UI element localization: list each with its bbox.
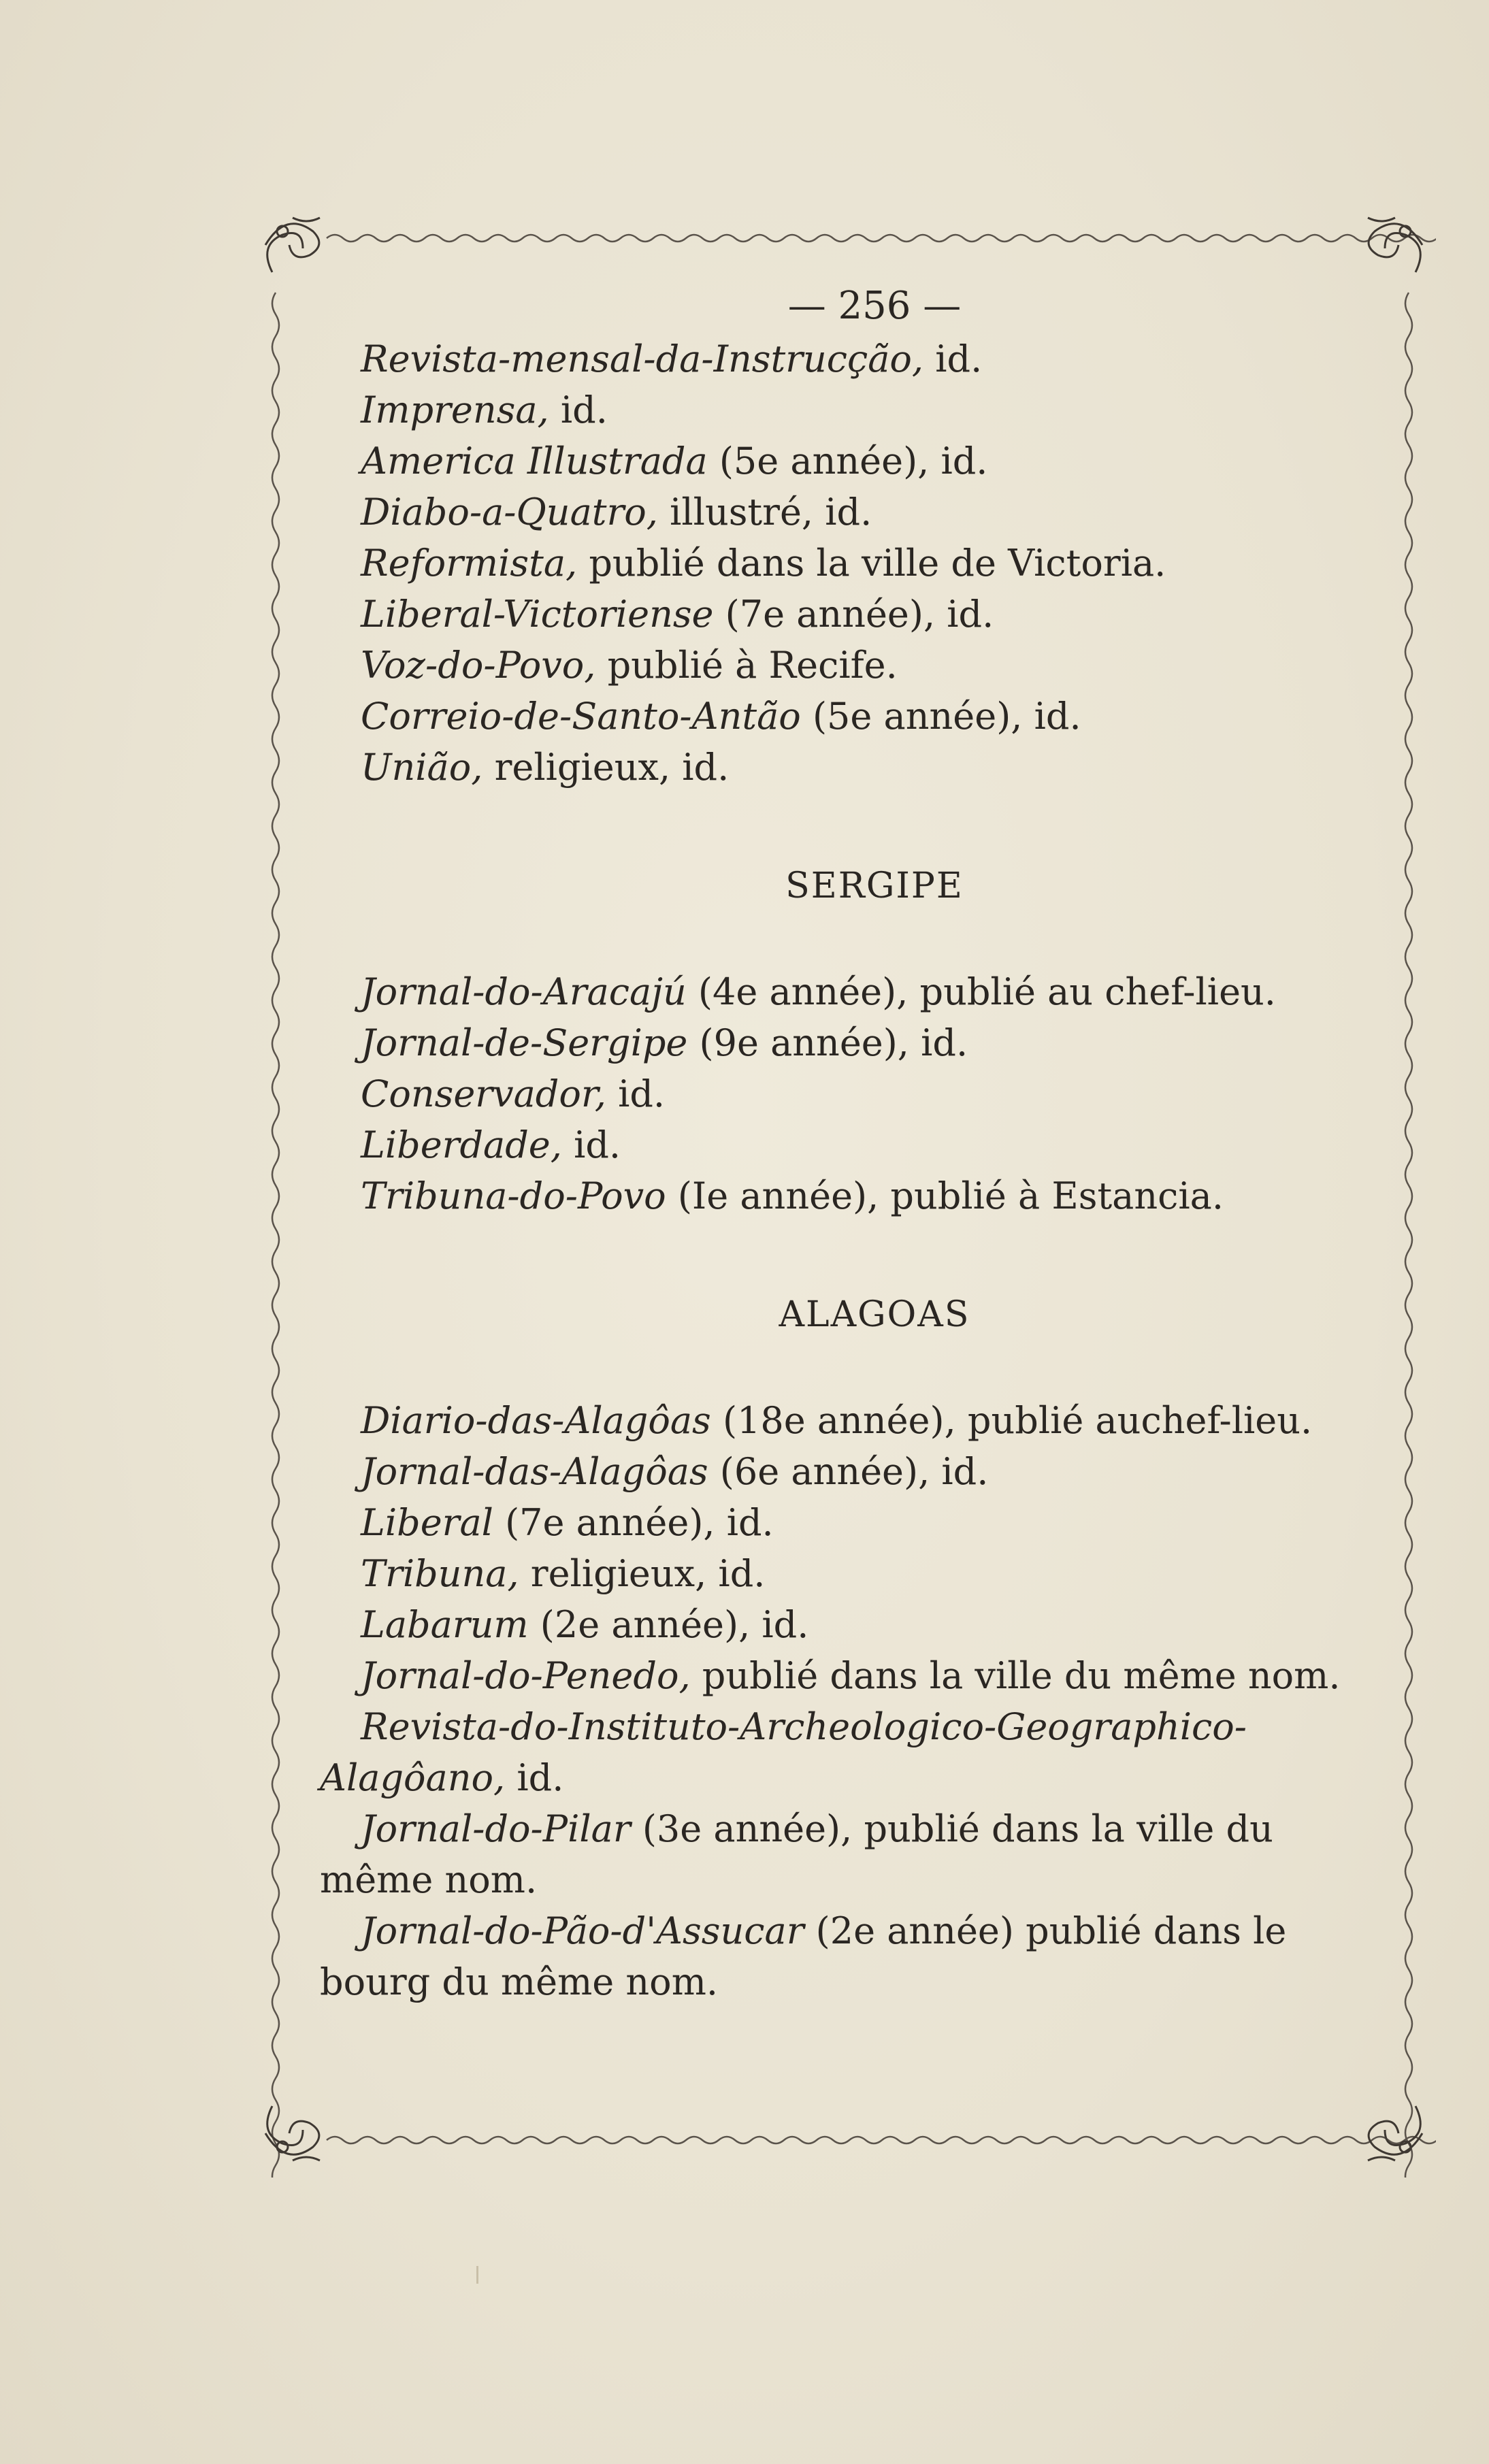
section-heading-sergipe: SERGIPE <box>785 866 964 906</box>
publication-title: Jornal-do-Pilar <box>361 1807 631 1850</box>
publication-title: Tribuna, <box>361 1552 519 1595</box>
list-item <box>320 1548 1368 1599</box>
list-item <box>320 1170 1368 1221</box>
page-number: — 256 — <box>787 284 962 328</box>
publication-title: Liberal <box>361 1501 493 1544</box>
list-item <box>320 640 1368 691</box>
list-item <box>320 1017 1368 1068</box>
publication-title: Reformista, <box>361 542 578 585</box>
publication-title: Revista-do-Instituto-Archeologico-Geographico-Alagôano, <box>320 1705 1247 1799</box>
publication-title: America Illustrada <box>361 440 708 482</box>
publication-details: (5e année), id. <box>707 440 988 482</box>
publication-title: Labarum <box>361 1603 529 1646</box>
list-item <box>320 1068 1368 1119</box>
section-alagoas <box>320 1395 1368 2007</box>
publication-details: publié dans la ville du même nom. <box>690 1654 1341 1697</box>
publication-details: (2e année) publié dans le bourg du même nom. <box>320 1909 1287 2003</box>
publication-title: Jornal-do-Aracajú <box>361 970 687 1013</box>
list-item <box>320 1446 1368 1497</box>
list-item <box>320 487 1368 538</box>
list-item <box>320 1803 1354 1905</box>
publication-details: (18e année), publié auchef-lieu. <box>710 1399 1313 1442</box>
corner-ornament-top-left-icon <box>265 218 320 272</box>
publication-details: (5e année), id. <box>800 695 1081 738</box>
publication-title: Tribuna-do-Povo <box>361 1174 666 1217</box>
left-wavy-rule <box>272 293 279 2178</box>
list-item <box>320 1395 1368 1446</box>
publication-title: Diario-das-Alagôas <box>361 1399 711 1442</box>
publication-title: Jornal-do-Penedo, <box>361 1654 691 1697</box>
spacer <box>320 793 1368 861</box>
spacer <box>320 1341 1368 1395</box>
publication-title: União, <box>361 746 483 789</box>
list-item <box>320 333 1368 384</box>
publication-details: illustré, id. <box>657 491 872 533</box>
list-item <box>320 1119 1368 1170</box>
publication-title: Conservador, <box>361 1072 606 1115</box>
publication-title: Imprensa, <box>361 389 549 431</box>
list-item <box>320 1701 1354 1803</box>
publication-title: Voz-do-Povo, <box>361 644 596 687</box>
publication-details: (7e année), id. <box>713 593 994 636</box>
publication-details: religieux, id. <box>482 746 730 789</box>
list-item <box>320 384 1368 436</box>
list-item <box>320 589 1368 640</box>
page-content <box>320 279 1368 2007</box>
publication-details: (6e année), id. <box>708 1450 989 1493</box>
publication-details: id. <box>505 1756 564 1799</box>
list-item <box>320 691 1368 742</box>
paper-blemish <box>476 2266 478 2284</box>
publication-details: (Ie année), publié à Estancia. <box>666 1174 1224 1217</box>
section-heading-alagoas: ALAGOAS <box>779 1294 970 1335</box>
publication-title: Liberal-Victoriense <box>361 593 714 636</box>
right-wavy-rule <box>1405 293 1412 2178</box>
publication-details: publié à Recife. <box>595 644 898 687</box>
spacer <box>320 1221 1368 1290</box>
publication-details: id. <box>606 1072 666 1115</box>
section-sergipe <box>320 966 1368 1221</box>
list-item <box>320 436 1368 487</box>
publication-details: id. <box>923 338 983 380</box>
publication-details: religieux, id. <box>519 1552 766 1595</box>
publication-title: Revista-mensal-da-Instrucção, <box>361 338 924 380</box>
publication-details: (7e année), id. <box>493 1501 774 1544</box>
publication-details: id. <box>549 389 608 431</box>
corner-ornament-top-right-icon <box>1368 218 1422 272</box>
publication-title: Jornal-das-Alagôas <box>361 1450 708 1493</box>
top-wavy-rule <box>327 235 1436 242</box>
spacer <box>320 912 1368 966</box>
publication-title: Jornal-de-Sergipe <box>361 1021 688 1064</box>
list-item <box>320 1905 1354 2007</box>
publication-details: (9e année), id. <box>687 1021 968 1064</box>
publication-details: (4e année), publié au chef-lieu. <box>686 970 1276 1013</box>
publication-title: Diabo-a-Quatro, <box>361 491 658 533</box>
publication-title: Jornal-do-Pão-d'Assucar <box>361 1909 804 1952</box>
list-item <box>320 966 1368 1017</box>
publication-details: publié dans la ville de Victoria. <box>577 542 1166 585</box>
corner-ornament-bottom-left-icon <box>265 2106 320 2161</box>
corner-ornament-bottom-right-icon <box>1368 2106 1422 2161</box>
list-item <box>320 538 1368 589</box>
list-item <box>320 1497 1368 1548</box>
bottom-wavy-rule <box>327 2137 1436 2143</box>
publication-title: Liberdade, <box>361 1123 562 1166</box>
publication-details: (2e année), id. <box>528 1603 809 1646</box>
publication-details: (3e année), publié dans la ville du même nom. <box>320 1807 1273 1901</box>
publication-details: id. <box>561 1123 621 1166</box>
list-item <box>320 742 1368 793</box>
publication-title: Correio-de-Santo-Antão <box>361 695 801 738</box>
list-item <box>320 1650 1368 1701</box>
list-item <box>320 1599 1368 1650</box>
section-continued <box>320 333 1368 793</box>
